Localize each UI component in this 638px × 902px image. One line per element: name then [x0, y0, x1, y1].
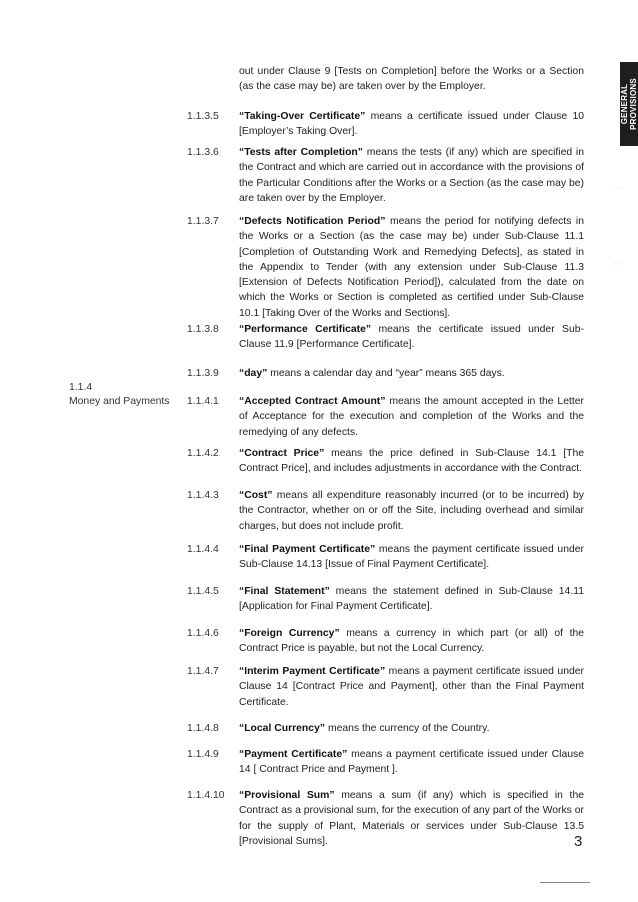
defined-term: “Accepted Contract Amount” [239, 396, 386, 407]
clause-number: 1.1.4.7 [187, 666, 219, 677]
section-tab [620, 62, 638, 146]
section-title: Money and Payments [69, 396, 170, 407]
clause-number: 1.1.4.1 [187, 396, 219, 407]
scan-speck: · · · [612, 185, 623, 192]
defined-term: “Payment Certificate” [239, 749, 348, 760]
clause-text: means all expenditure reasonably incurred (or to be incurred) by the Contractor, whether on or off the Site, including overhead and similar charges, but does not include profit. [239, 490, 585, 532]
defined-term: “Interim Payment Certificate” [239, 666, 386, 677]
defined-term: “Final Statement” [239, 586, 330, 597]
clause-text: means the statement defined in Sub-Clause 14.11 [Application for Final Payment Certificate]. [239, 586, 584, 613]
clause-continuation [239, 64, 584, 95]
clause-text: means a certificate issued under Clause 10 [Employer’s Taking Over]. [239, 111, 585, 138]
defined-term: “Local Currency” [239, 723, 326, 734]
bottom-rule [540, 882, 590, 883]
clause-definition [239, 488, 584, 534]
clause-number: 1.1.4.9 [187, 749, 219, 760]
clause-definition [239, 542, 584, 573]
clause-number: 1.1.4.4 [187, 544, 219, 555]
clause-definition [239, 145, 584, 206]
clause-definition [239, 366, 584, 381]
section-tab-label [620, 62, 638, 146]
clause-number: 1.1.3.7 [187, 216, 219, 227]
defined-term: “Provisional Sum” [239, 790, 335, 801]
clause-text: means the tests (if any) which are specified in the Contract and which are carried out in accordance with the provisions of the Particular Conditions after the Works or a Section (as the case may be) are taken over by the Employer. [239, 147, 585, 204]
clause-text: means a payment certificate issued under Clause 14 [ Contract Price and Payment ]. [239, 749, 584, 776]
clause-text: means a sum (if any) which is specified in the Contract as a provisional sum, for the execution of any part of the Works or for the supply of Plant, Materials or services under Sub-Clause 13.5 [Provisional Sums]. [239, 790, 584, 847]
clause-number: 1.1.4.2 [187, 448, 219, 459]
defined-term: “Contract Price” [239, 448, 325, 459]
clause-text: means a payment certificate issued under Clause 14 [Contract Price and Payment], other than the Final Payment Certificate. [239, 666, 585, 708]
clause-definition [239, 446, 584, 477]
defined-term: “Defects Notification Period” [239, 216, 386, 227]
defined-term: “Tests after Completion” [239, 147, 363, 158]
clause-text: means a calendar day and “year” means 365 days. [270, 368, 505, 379]
clause-number: 1.1.4.6 [187, 628, 219, 639]
clause-definition [239, 214, 584, 321]
clause-definition [239, 109, 584, 140]
clause-text: means the amount accepted in the Letter of Acceptance for the execution and completion of the Works and the remedying of any defects. [239, 396, 584, 438]
clause-number: 1.1.3.8 [187, 324, 219, 335]
clause-definition [239, 788, 584, 849]
defined-term: “day” [239, 368, 268, 379]
clause-number: 1.1.4.5 [187, 586, 219, 597]
tab-line-1: GENERAL [620, 83, 629, 125]
tab-line-2: PROVISIONS [629, 78, 638, 130]
clause-text: means the payment certificate issued under Sub-Clause 14.13 [Issue of Final Payment Certificate]. [239, 544, 585, 571]
clause-definition [239, 626, 584, 657]
clause-definition [239, 747, 584, 778]
clause-number: 1.1.3.6 [187, 147, 219, 158]
defined-term: “Performance Certificate” [239, 324, 372, 335]
defined-term: “Taking-Over Certificate” [239, 111, 366, 122]
clause-definition [239, 394, 584, 440]
page-number: 3 [574, 833, 583, 850]
clause-text: means the currency of the Country. [327, 723, 490, 734]
scan-speck: : : [614, 262, 620, 269]
clause-number: 1.1.3.5 [187, 111, 219, 122]
clause-text: means the price defined in Sub-Clause 14.1 [The Contract Price], and includes adjustments in accordance with the Contract. [239, 448, 584, 475]
clause-number: 1.1.4.3 [187, 490, 219, 501]
clause-definition [239, 721, 584, 736]
clause-number: 1.1.3.9 [187, 368, 219, 379]
clause-definition [239, 664, 584, 710]
clause-text: means the certificate issued under Sub-Clause 11.9 [Performance Certificate]. [239, 324, 584, 351]
clause-definition [239, 322, 584, 353]
clause-number: 1.1.4.10 [187, 790, 225, 801]
clause-text: means the period for notifying defects in the Works or a Section (as the case may be) under Sub-Clause 11.1 [Completion of Outstanding Work and Remedying Defects], as stated in the Appendix to Tender (with any extension under Sub-Clause 11.3 [Extension of Defects Notification Period]), calculated from the date on which the Works or Section is completed as certified under Sub-Clause 10.1 [Taking Over of the Works and Sections]. [239, 216, 584, 319]
defined-term: “Final Payment Certificate” [239, 544, 376, 555]
clause-text: out under Clause 9 [Tests on Completion] before the Works or a Section (as the case may be) are taken over by the Employer. [239, 66, 584, 93]
clause-number: 1.1.4.8 [187, 723, 219, 734]
defined-term: “Cost” [239, 490, 273, 501]
defined-term: “Foreign Currency” [239, 628, 340, 639]
clause-text: means a currency in which part (or all) of the Contract Price is payable, but not the Local Currency. [239, 628, 585, 655]
section-number: 1.1.4 [69, 382, 93, 393]
clause-definition [239, 584, 584, 615]
